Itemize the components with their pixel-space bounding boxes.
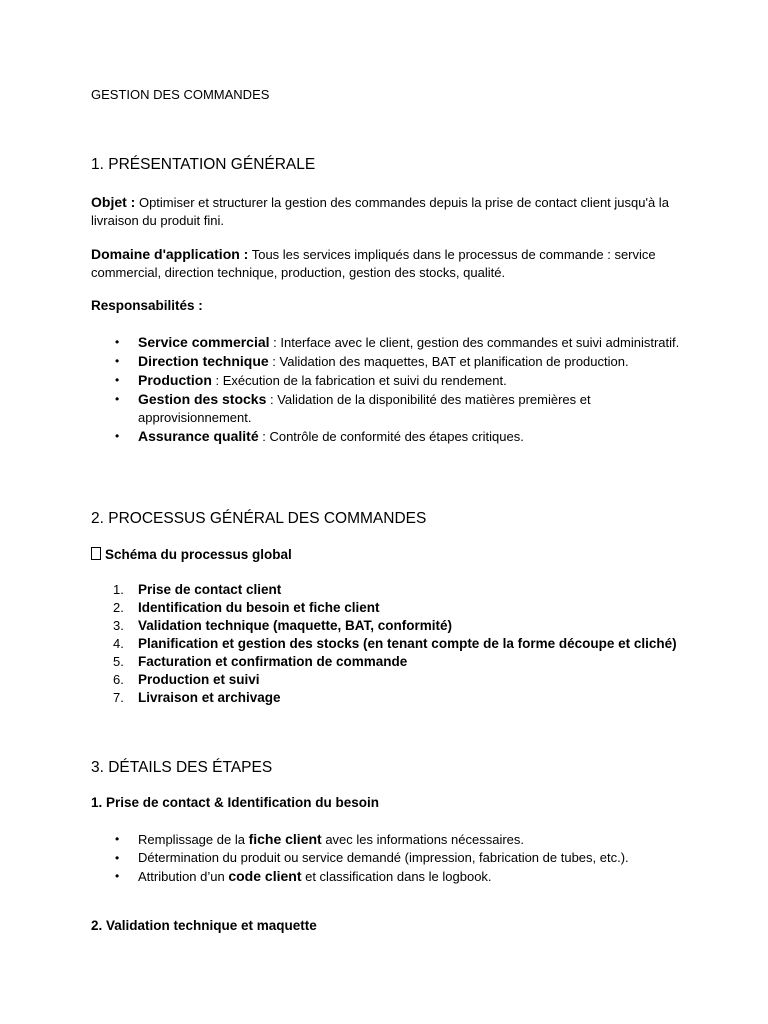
list-item-term: Service commercial	[138, 334, 270, 350]
list-item	[91, 635, 691, 653]
step-number: 1.	[113, 582, 124, 597]
schema-label-row	[91, 547, 292, 562]
step-number: 3.	[113, 618, 124, 633]
responsabilites-label: Responsabilités :	[91, 298, 203, 313]
list-item-text: : Interface avec le client, gestion des commandes et suivi administratif.	[269, 335, 680, 350]
list-item	[91, 390, 691, 427]
objet-label: Objet :	[91, 194, 136, 210]
objet-text: Optimiser et structurer la gestion des commandes depuis la prise de contact client jusqu'à la livraison du produit fini.	[91, 195, 669, 228]
list-item-text: : Exécution de la fabrication et suivi du rendement.	[211, 373, 507, 388]
step-label: Planification et gestion des stocks (en tenant compte de la forme découpe et cliché)	[138, 636, 677, 651]
step-number: 7.	[113, 690, 124, 705]
list-item	[91, 867, 691, 886]
subsection-2-heading: 2. Validation technique et maquette	[91, 918, 317, 933]
list-item-text: Remplissage de la	[138, 832, 249, 847]
list-item	[91, 617, 691, 635]
step-label: Prise de contact client	[138, 582, 282, 597]
list-item	[91, 849, 691, 867]
responsabilites-list	[91, 333, 691, 446]
list-item	[91, 352, 691, 371]
objet-paragraph	[91, 193, 681, 230]
list-item-text: : Contrôle de conformité des étapes critiques.	[258, 429, 524, 444]
list-item	[91, 333, 691, 352]
list-item-text: : Validation de la disponibilité des matières premières et approvisionnement.	[138, 392, 591, 425]
list-item	[91, 653, 691, 671]
schema-label: Schéma du processus global	[105, 547, 292, 562]
step-number: 6.	[113, 672, 124, 687]
step-number: 5.	[113, 654, 124, 669]
step-label: Production et suivi	[138, 672, 260, 687]
process-steps-list	[91, 581, 691, 707]
list-item	[91, 689, 691, 707]
domaine-text: Tous les services impliqués dans le processus de commande : service commercial, direction technique, production, gestion des stocks, qualité.	[91, 247, 656, 280]
list-item	[91, 581, 691, 599]
step-label: Facturation et confirmation de commande	[138, 654, 408, 669]
section-2-heading: 2. PROCESSUS GÉNÉRAL DES COMMANDES	[91, 510, 427, 527]
list-item-text: avec les informations nécessaires.	[321, 832, 525, 847]
list-item-term: fiche client	[248, 831, 322, 847]
list-item	[91, 599, 691, 617]
section-3-heading: 3. DÉTAILS DES ÉTAPES	[91, 759, 273, 776]
list-item-text: Détermination du produit ou service demandé (impression, fabrication de tubes, etc.).	[138, 850, 629, 865]
step-label: Validation technique (maquette, BAT, conformité)	[138, 618, 453, 633]
list-item-text: et classification dans le logbook.	[301, 869, 492, 884]
list-item-term: Assurance qualité	[138, 428, 259, 444]
list-item	[91, 671, 691, 689]
list-item-text: Attribution d’un	[138, 869, 229, 884]
step-label: Livraison et archivage	[138, 690, 281, 705]
subsection-1-heading: 1. Prise de contact & Identification du besoin	[91, 795, 380, 810]
section-1-heading: 1. PRÉSENTATION GÉNÉRALE	[91, 156, 316, 173]
step-label: Identification du besoin et fiche client	[138, 600, 380, 615]
list-item-text: : Validation des maquettes, BAT et planification de production.	[268, 354, 629, 369]
list-item	[91, 830, 691, 849]
list-item-term: Production	[138, 372, 212, 388]
list-item	[91, 371, 691, 390]
domaine-label: Domaine d'application :	[91, 246, 249, 262]
subsection-1-list	[91, 830, 691, 886]
list-item-term: Direction technique	[138, 353, 269, 369]
step-number: 2.	[113, 600, 124, 615]
list-item	[91, 427, 691, 446]
step-number: 4.	[113, 636, 124, 651]
list-item-term: code client	[228, 868, 302, 884]
missing-glyph-icon	[91, 547, 101, 560]
list-item-term: Gestion des stocks	[138, 391, 267, 407]
document-title: GESTION DES COMMANDES	[91, 87, 270, 102]
domaine-paragraph	[91, 245, 681, 282]
